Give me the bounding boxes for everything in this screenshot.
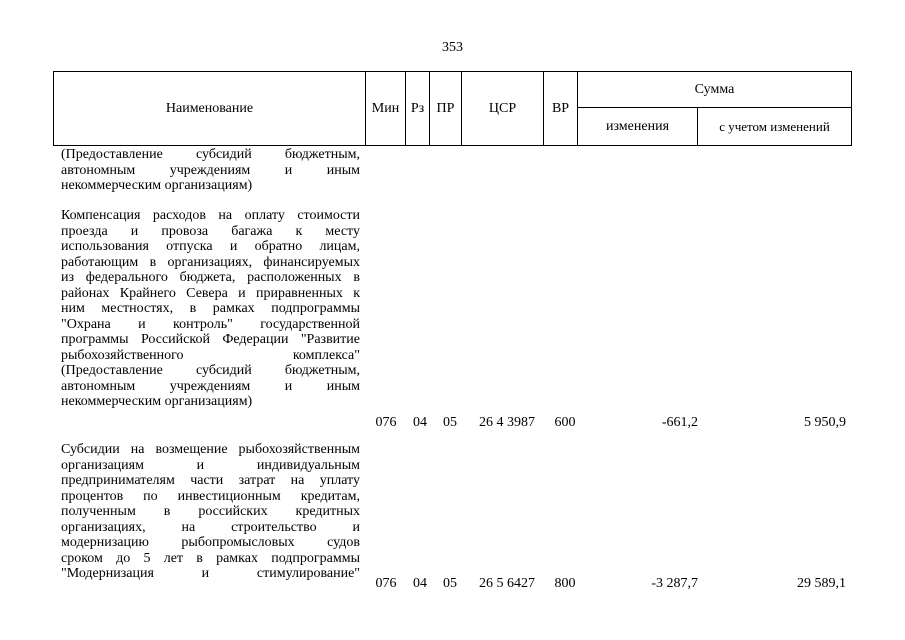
name-line: Субсидии на возмещение рыбохозяйственным <box>61 442 360 457</box>
name-line: районах Крайнего Севера и приравненных к <box>61 285 360 301</box>
header-change: изменения <box>578 108 698 146</box>
name-line: организациях, на строительство и <box>61 519 360 535</box>
header-pr: ПР <box>430 72 462 146</box>
name-line: работающим в организациях, финансируемых <box>61 254 360 270</box>
name-line: Компенсация расходов на оплату стоимости <box>61 208 360 223</box>
cell-csr: 26 4 3987 <box>479 415 535 430</box>
name-line: модернизацию рыбопромысловых судов <box>61 535 360 550</box>
cell-total: 29 589,1 <box>797 576 846 591</box>
name-line: организациям и индивидуальным <box>61 457 360 473</box>
cell-change: -3 287,7 <box>651 576 698 591</box>
cell-change: -661,2 <box>661 415 698 430</box>
name-line: ним местностях, в рамках подпрограммы <box>61 301 360 316</box>
cell-csr: 26 5 6427 <box>479 576 535 591</box>
name-line: автономным учреждениям и иным <box>61 162 360 178</box>
name-line: "Модернизация и стимулирование" <box>61 566 360 581</box>
cell-pr: 05 <box>443 576 457 591</box>
header-min: Мин <box>366 72 406 146</box>
row-name <box>61 208 360 410</box>
row-name <box>61 147 360 194</box>
name-line: из федерального бюджета, расположенных в <box>61 270 360 285</box>
name-line: программы Российской Федерации "Развитие <box>61 332 360 347</box>
cell-vr: 800 <box>554 576 576 591</box>
cell-total: 5 950,9 <box>804 415 846 430</box>
cell-rz: 04 <box>413 415 427 430</box>
name-line: "Охрана и контроль" государственной <box>61 316 360 332</box>
cell-rz: 04 <box>413 576 427 591</box>
name-line: предпринимателям части затрат на уплату <box>61 473 360 488</box>
name-line: проезда и провоза багажа к месту <box>61 223 360 239</box>
header-with-change: с учетом изменений <box>698 108 852 146</box>
name-line: полученным в российских кредитных <box>61 504 360 519</box>
header-csr: ЦСР <box>462 72 544 146</box>
name-line: процентов по инвестиционным кредитам, <box>61 488 360 504</box>
row-name <box>61 442 360 582</box>
name-line: автономным учреждениям и иным <box>61 378 360 394</box>
name-line: некоммерческим организациям) <box>61 394 253 409</box>
table-header <box>53 71 852 146</box>
cell-pr: 05 <box>443 415 457 430</box>
name-line: некоммерческим организациям) <box>61 178 253 193</box>
name-line: сроком до 5 лет в рамках подпрограммы <box>61 550 360 566</box>
name-line: использования отпуска и обратно лицам, <box>61 239 360 254</box>
header-rz: Рз <box>406 72 430 146</box>
name-line: рыбохозяйственного комплекса" <box>61 347 360 363</box>
cell-min: 076 <box>375 415 397 430</box>
page-number: 353 <box>442 40 463 55</box>
name-line: (Предоставление субсидий бюджетным, <box>61 147 360 162</box>
name-line: (Предоставление субсидий бюджетным, <box>61 363 360 378</box>
header-vr: ВР <box>544 72 578 146</box>
header-sum: Сумма <box>578 72 852 108</box>
header-name: Наименование <box>54 72 366 146</box>
cell-min: 076 <box>375 576 397 591</box>
cell-vr: 600 <box>554 415 576 430</box>
